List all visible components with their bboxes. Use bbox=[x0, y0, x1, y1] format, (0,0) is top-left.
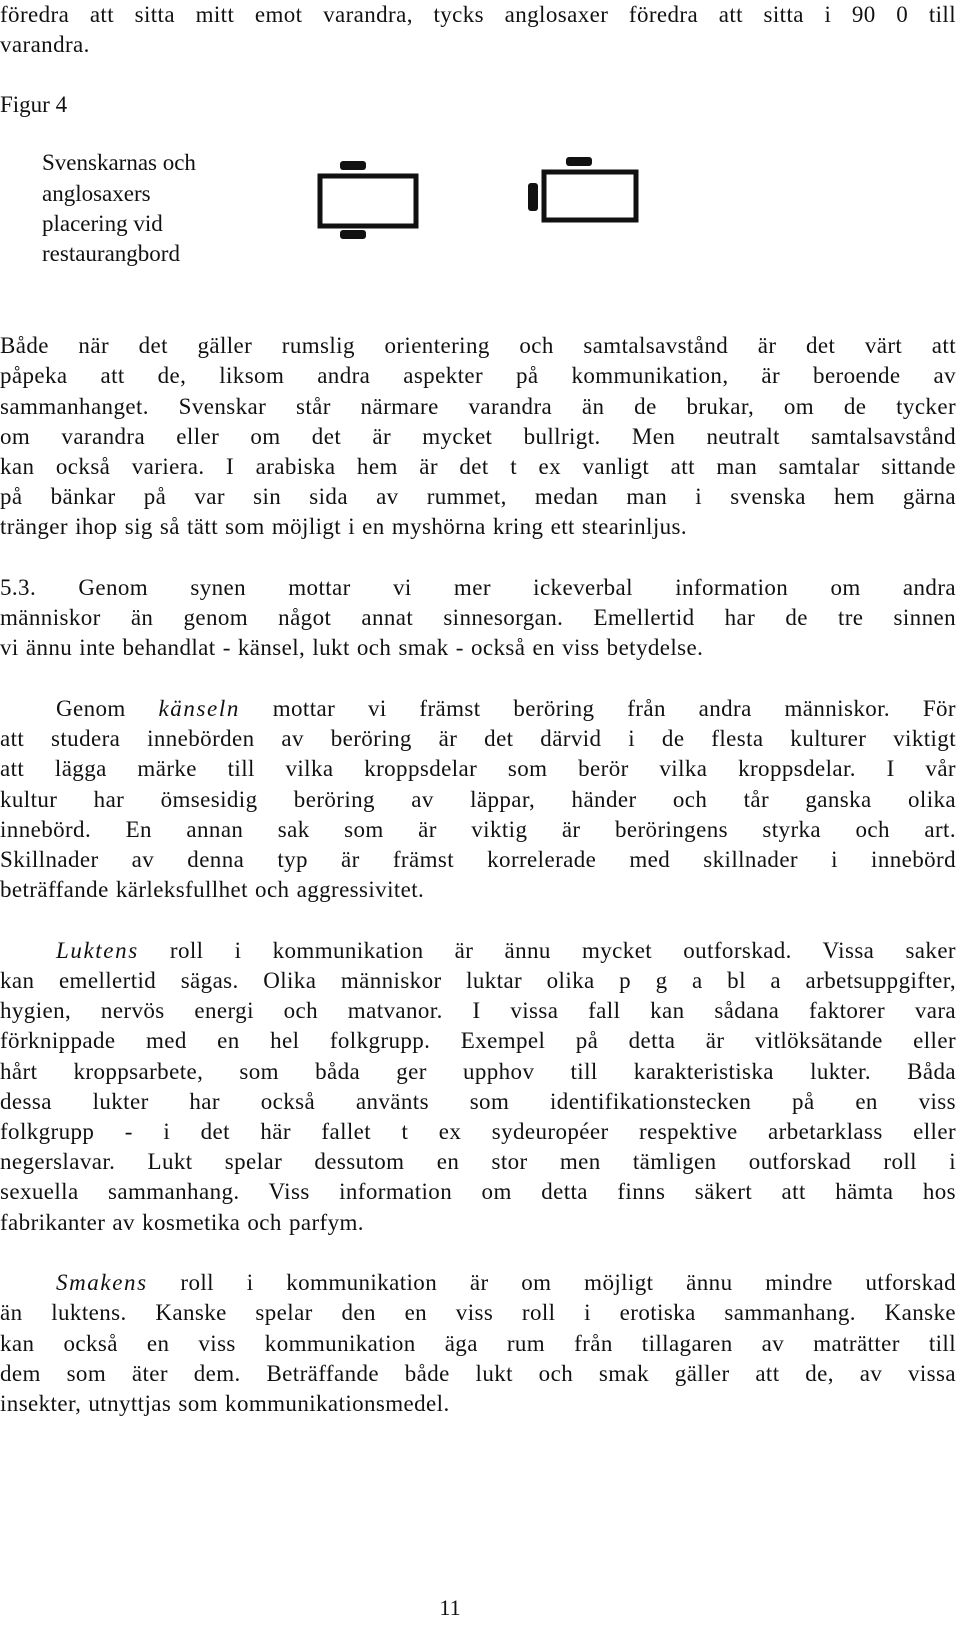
intro-line-1: föredra att sitta mitt emot varandra, tycks anglosaxer föredra att sitta i 90 0 till bbox=[0, 2, 956, 27]
figure-caption-line: restaurangbord bbox=[42, 241, 180, 266]
page-number: 11 bbox=[439, 1595, 461, 1620]
paragraph-line: kultur har ömsesidig beröring av läppar, händer och tår ganska olika bbox=[0, 787, 956, 812]
paragraph-line: människor än genom något annat sinnesorgan. Emellertid har de tre sinnen bbox=[0, 605, 956, 630]
paragraph-line: folkgrupp - i det här fallet t ex sydeuropéer respektive arbetarklass eller bbox=[0, 1119, 956, 1144]
seating-diagram bbox=[300, 150, 660, 250]
paragraph-line: innebörd. En annan sak som är viktig är beröringens styrka och art. bbox=[0, 817, 956, 842]
paragraph-line: Skillnader av denna typ är främst korrelerade med skillnader i innebörd bbox=[0, 847, 956, 872]
figure-caption-line: Svenskarnas och bbox=[42, 150, 196, 175]
table-rect bbox=[544, 172, 636, 220]
figure-caption-line: placering vid bbox=[42, 211, 163, 236]
text-run: Genom bbox=[56, 696, 159, 721]
paragraph-line: insekter, utnyttjas som kommunikationsmedel. bbox=[0, 1391, 450, 1416]
paragraph-line: sammanhanget. Svenskar står närmare varandra än de brukar, om de tycker bbox=[0, 394, 956, 419]
paragraph-line: att lägga märke till vilka kroppsdelar som berör vilka kroppsdelar. I vår bbox=[0, 756, 956, 781]
chair-left bbox=[528, 183, 538, 211]
paragraph-line: negerslavar. Lukt spelar dessutom en stor men tämligen outforskad roll i bbox=[0, 1149, 956, 1174]
paragraph-line: beträffande kärleksfullhet och aggressivitet. bbox=[0, 877, 425, 902]
anglosaxon-seating-table bbox=[528, 157, 636, 220]
paragraph-line: än luktens. Kanske spelar den en viss roll i erotiska sammanhang. Kanske bbox=[0, 1300, 956, 1325]
figure-label: Figur 4 bbox=[0, 92, 68, 117]
paragraph-first-line bbox=[56, 694, 956, 724]
text-run: roll i kommunikation är ännu mycket outforskad. Vissa saker bbox=[138, 938, 956, 963]
text-run: roll i kommunikation är om möjligt ännu mindre utforskad bbox=[147, 1270, 956, 1295]
chair-bottom bbox=[340, 230, 366, 239]
paragraph-line: dem som äter dem. Beträffande både lukt och smak gäller att de, av vissa bbox=[0, 1361, 956, 1386]
swedish-seating-table bbox=[320, 161, 416, 239]
paragraph-line: påpeka att de, liksom andra aspekter på kommunikation, är beroende av bbox=[0, 363, 956, 388]
paragraph-line: att studera innebörden av beröring är det därvid i de flesta kulturer viktigt bbox=[0, 726, 956, 751]
paragraph-line: dessa lukter har också använts som identifikationstecken på en viss bbox=[0, 1089, 956, 1114]
table-rect bbox=[320, 176, 416, 226]
paragraph-line: fabrikanter av kosmetika och parfym. bbox=[0, 1210, 364, 1235]
paragraph-line: kan också variera. I arabiska hem är det t ex vanligt att man samtalar sittande bbox=[0, 454, 956, 479]
paragraph-line: sexuella sammanhang. Viss information om detta finns säkert att hämta hos bbox=[0, 1179, 956, 1204]
chair-top bbox=[566, 157, 592, 166]
text-run: mottar vi främst beröring från andra människor. För bbox=[239, 696, 956, 721]
paragraph-line: förknippade med en hel folkgrupp. Exempel på detta är vitlöksätande eller bbox=[0, 1028, 956, 1053]
paragraph-line: om varandra eller om det är mycket bullrigt. Men neutralt samtalsavstånd bbox=[0, 424, 956, 449]
paragraph-line: Både när det gäller rumslig orientering och samtalsavstånd är det värt att bbox=[0, 333, 956, 358]
paragraph-first-line bbox=[56, 936, 956, 966]
emphasized-term: Luktens bbox=[56, 938, 139, 963]
paragraph-line: kan emellertid sägas. Olika människor luktar olika p g a bl a arbetsuppgifter, bbox=[0, 968, 956, 993]
paragraph-line: hygien, nervös energi och matvanor. I vissa fall kan sådana faktorer vara bbox=[0, 998, 956, 1023]
paragraph-line: vi ännu inte behandlat - känsel, lukt och smak - också en viss betydelse. bbox=[0, 635, 704, 660]
chair-top bbox=[340, 161, 366, 170]
paragraph-line: på bänkar på var sin sida av rummet, medan man i svenska hem gärna bbox=[0, 484, 956, 509]
paragraph-line: hårt kroppsarbete, som båda ger upphov till karakteristiska lukter. Båda bbox=[0, 1059, 956, 1084]
paragraph-line: 5.3. Genom synen mottar vi mer ickeverbal information om andra bbox=[0, 575, 956, 600]
emphasized-term: Smakens bbox=[56, 1270, 148, 1295]
emphasized-term: känseln bbox=[158, 696, 240, 721]
figure-caption-line: anglosaxers bbox=[42, 181, 151, 206]
paragraph-line: kan också en viss kommunikation äga rum från tillagaren av maträtter till bbox=[0, 1331, 956, 1356]
intro-line-2: varandra. bbox=[0, 32, 90, 57]
paragraph-first-line bbox=[56, 1268, 956, 1298]
paragraph-line: tränger ihop sig så tätt som möjligt i en myshörna kring ett stearinljus. bbox=[0, 514, 688, 539]
